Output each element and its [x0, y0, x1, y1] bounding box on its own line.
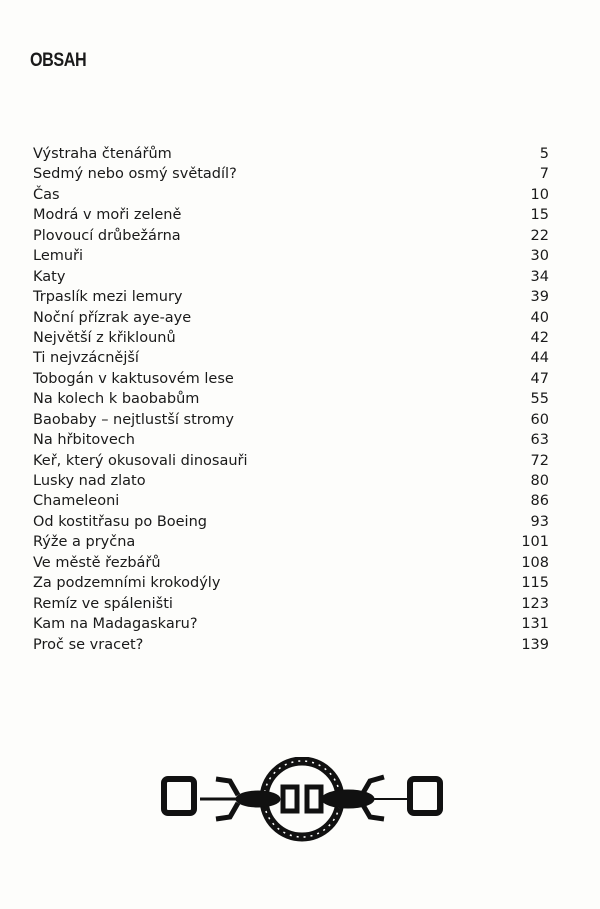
toc-entry — [33, 491, 549, 511]
toc-entry-title: Na hřbitovech — [33, 432, 135, 449]
toc-entry — [33, 430, 549, 450]
toc-entry-title: Proč se vracet? — [33, 636, 144, 653]
toc-entry — [33, 451, 549, 471]
toc-entry — [33, 594, 549, 614]
toc-entry-page: 86 — [530, 493, 549, 510]
page-title: OBSAH — [30, 50, 87, 71]
toc-entry — [33, 287, 549, 307]
toc-entry-title: Plovoucí drůbežárna — [33, 227, 181, 244]
toc-entry-page: 123 — [521, 595, 549, 612]
toc-entry-title: Katy — [33, 268, 66, 285]
toc-entry-title: Modrá v moři zeleně — [33, 207, 182, 224]
toc-entry-page: 22 — [530, 227, 549, 244]
toc-entry — [33, 348, 549, 368]
toc-entry-page: 5 — [539, 146, 549, 162]
toc-entry-title: Sedmý nebo osmý světadíl? — [33, 166, 237, 183]
toc-entry — [33, 553, 549, 573]
toc-entry — [33, 573, 549, 593]
toc-entry-title: Tobogán v kaktusovém lese — [33, 370, 234, 387]
toc-entry — [33, 532, 549, 552]
toc-entry-page: 131 — [521, 616, 549, 633]
toc-entry-title: Chameleoni — [33, 493, 120, 510]
toc-entry-title: Na kolech k baobabům — [33, 391, 200, 408]
toc-entry-page: 39 — [530, 289, 549, 306]
toc-entry-title: Trpaslík mezi lemury — [33, 289, 183, 306]
toc-entry — [33, 635, 549, 655]
toc-entry — [33, 267, 549, 287]
toc-entry-page: 108 — [521, 554, 549, 571]
toc-entry-title: Lemuři — [33, 248, 84, 265]
toc-entry-page: 42 — [530, 329, 549, 346]
toc-entry-title: Kam na Madagaskaru? — [33, 616, 198, 633]
toc-entry — [33, 144, 549, 164]
toc-entry — [33, 185, 549, 205]
toc-entry — [33, 226, 549, 246]
toc-entry — [33, 308, 549, 328]
toc-entry-page: 139 — [521, 636, 549, 653]
toc-entry-title: Největší z křiklounů — [33, 329, 176, 346]
toc-entry — [33, 614, 549, 634]
toc-entry-title: Lusky nad zlato — [33, 473, 146, 489]
toc-entry — [33, 164, 549, 184]
toc-entry-title: Remíz ve spáleništi — [33, 595, 173, 612]
toc-entry-page: 15 — [530, 207, 549, 224]
toc-entry-page: 10 — [530, 186, 549, 203]
toc-entry-title: Výstraha čtenářům — [33, 146, 172, 162]
toc-entry-page: 55 — [530, 391, 549, 408]
toc-entry — [33, 471, 549, 491]
toc-entry-title: Keř, který okusovali dinosauři — [33, 452, 248, 469]
toc-entry-title: Rýže a pryčna — [33, 534, 136, 551]
toc-entry-page: 40 — [530, 309, 549, 326]
toc-entry-title: Od kostitřasu po Boeing — [33, 513, 207, 530]
toc-entry-page: 93 — [530, 513, 549, 530]
toc-entry — [33, 369, 549, 389]
toc-entry-page: 63 — [530, 432, 549, 449]
toc-entry — [33, 246, 549, 266]
toc-entry-title: Čas — [33, 186, 60, 203]
toc-entry — [33, 512, 549, 532]
toc-entry-page: 101 — [521, 534, 549, 551]
toc-entry — [33, 410, 549, 430]
toc-entry — [33, 389, 549, 409]
toc-entry-page: 72 — [530, 452, 549, 469]
toc-entry-page: 60 — [530, 411, 549, 428]
toc-entry-title: Ti nejvzácnější — [33, 350, 139, 367]
toc-entry-page: 44 — [530, 350, 549, 367]
toc-entry-page: 30 — [530, 248, 549, 265]
toc-entry-page: 47 — [530, 370, 549, 387]
toc-entry-title: Za podzemními krokodýly — [33, 575, 221, 592]
toc-entry-title: Baobaby – nejtlustší stromy — [33, 411, 234, 428]
toc-entry-page: 80 — [530, 473, 549, 489]
lizard-ornament-icon — [158, 757, 446, 847]
toc-entry — [33, 328, 549, 348]
toc-entry-page: 115 — [521, 575, 549, 592]
toc-entry-page: 34 — [530, 268, 549, 285]
toc-entry-title: Ve městě řezbářů — [33, 554, 161, 571]
table-of-contents — [33, 144, 549, 655]
toc-entry — [33, 205, 549, 225]
toc-entry-page: 7 — [539, 166, 549, 183]
toc-entry-title: Noční přízrak aye-aye — [33, 309, 192, 326]
